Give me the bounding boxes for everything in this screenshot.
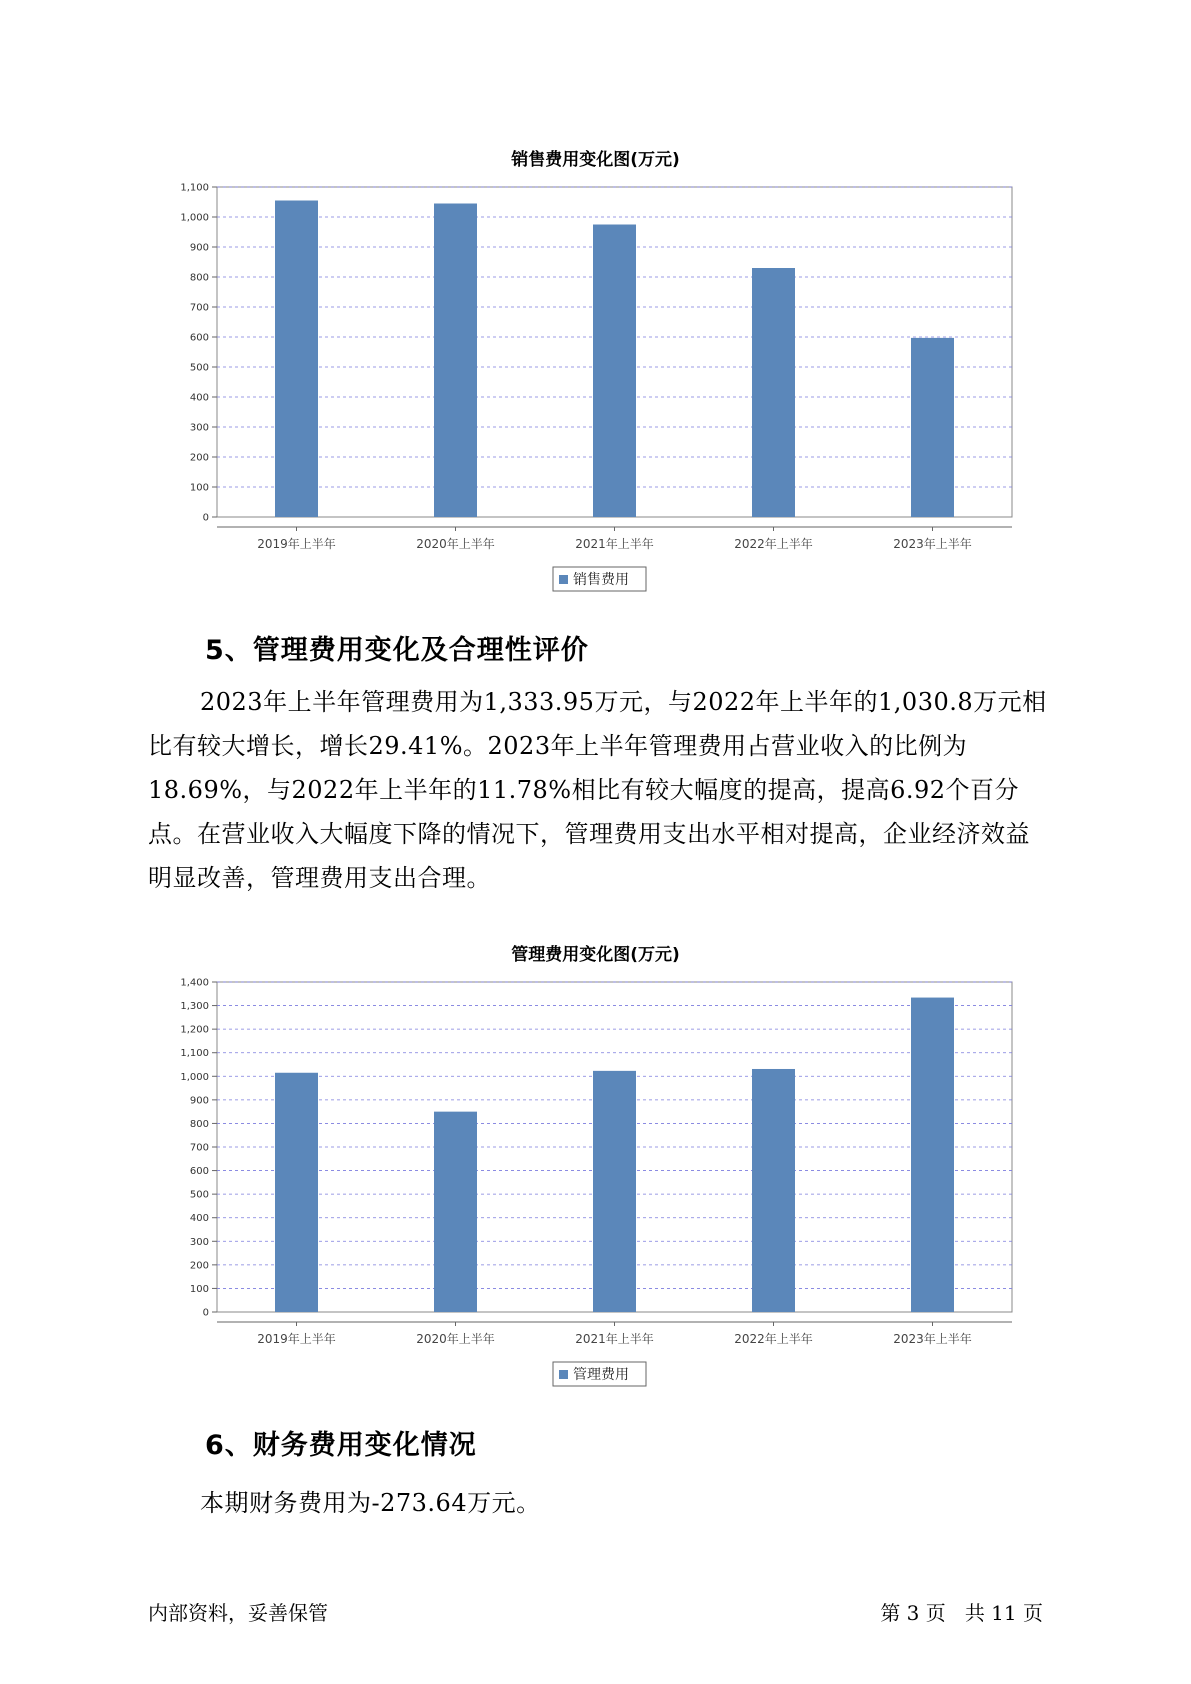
y-tick-label: 700 xyxy=(189,302,209,314)
bar xyxy=(434,1112,477,1312)
x-tick-label: 2019年上半年 xyxy=(257,1332,336,1346)
y-tick-label: 1,400 xyxy=(180,977,209,989)
y-tick-label: 0 xyxy=(202,1307,209,1319)
x-tick-label: 2019年上半年 xyxy=(257,537,336,551)
y-tick-label: 700 xyxy=(189,1142,209,1154)
section6-paragraph: 本期财务费用为-273.64万元。 xyxy=(200,1489,541,1517)
y-tick-label: 1,000 xyxy=(180,1071,209,1083)
section6-heading: 6、财务费用变化情况 xyxy=(205,1430,477,1461)
y-tick-label: 0 xyxy=(202,512,209,524)
y-tick-label: 1,000 xyxy=(180,212,209,224)
y-tick-label: 600 xyxy=(189,1166,209,1178)
bar xyxy=(434,204,477,518)
y-tick-label: 200 xyxy=(189,452,209,464)
footer-page-number: 第 3 页 共 11 页 xyxy=(880,1601,1043,1625)
y-tick-label: 300 xyxy=(189,422,209,434)
x-tick-label: 2023年上半年 xyxy=(893,537,972,551)
y-tick-label: 1,100 xyxy=(180,1048,209,1060)
legend-swatch xyxy=(559,575,568,584)
y-tick-label: 900 xyxy=(189,1095,209,1107)
x-tick-label: 2022年上半年 xyxy=(734,537,813,551)
y-tick-label: 400 xyxy=(189,392,209,404)
x-tick-label: 2022年上半年 xyxy=(734,1332,813,1346)
x-tick-label: 2020年上半年 xyxy=(416,537,495,551)
y-tick-label: 200 xyxy=(189,1260,209,1272)
legend-label: 管理费用 xyxy=(573,1367,629,1383)
bar xyxy=(752,268,795,517)
y-tick-label: 400 xyxy=(189,1213,209,1225)
chart1-title: 销售费用变化图(万元) xyxy=(511,150,680,170)
chart2-title: 管理费用变化图(万元) xyxy=(511,945,680,965)
y-tick-label: 300 xyxy=(189,1236,209,1248)
bar xyxy=(911,338,954,517)
legend-label: 销售费用 xyxy=(573,572,629,588)
sales-expense-chart xyxy=(0,160,1191,600)
x-tick-label: 2023年上半年 xyxy=(893,1332,972,1346)
y-tick-label: 500 xyxy=(189,1189,209,1201)
y-tick-label: 600 xyxy=(189,332,209,344)
y-tick-label: 1,200 xyxy=(180,1024,209,1036)
admin-expense-chart xyxy=(0,955,1191,1395)
footer-confidential: 内部资料，妥善保管 xyxy=(148,1601,328,1625)
x-tick-label: 2021年上半年 xyxy=(575,1332,654,1346)
y-tick-label: 800 xyxy=(189,1118,209,1130)
y-tick-label: 1,100 xyxy=(180,182,209,194)
legend-swatch xyxy=(559,1370,568,1379)
bar xyxy=(275,201,318,518)
bar xyxy=(593,1071,636,1312)
bar xyxy=(275,1073,318,1312)
y-tick-label: 800 xyxy=(189,272,209,284)
bar xyxy=(752,1069,795,1312)
x-tick-label: 2020年上半年 xyxy=(416,1332,495,1346)
y-tick-label: 900 xyxy=(189,242,209,254)
y-tick-label: 500 xyxy=(189,362,209,374)
bar xyxy=(593,225,636,518)
y-tick-label: 100 xyxy=(189,1283,209,1295)
y-tick-label: 1,300 xyxy=(180,1001,209,1013)
bar xyxy=(911,998,954,1312)
x-tick-label: 2021年上半年 xyxy=(575,537,654,551)
section5-paragraph: 2023年上半年管理费用为1,333.95万元，与2022年上半年的1,030.8万元相比有较大增长，增长29.41%。2023年上半年管理费用占营业收入的比例为18.69%，与2022年上半年的11.78%相比有较大幅度的提高，提高6.92个百分点。在营业收入大幅度下降的情况下，管理费用支出水平相对提高，企业经济效益明显改善，管理费用支出合理。 xyxy=(148,688,1047,892)
y-tick-label: 100 xyxy=(189,482,209,494)
section5-heading: 5、管理费用变化及合理性评价 xyxy=(205,635,589,666)
